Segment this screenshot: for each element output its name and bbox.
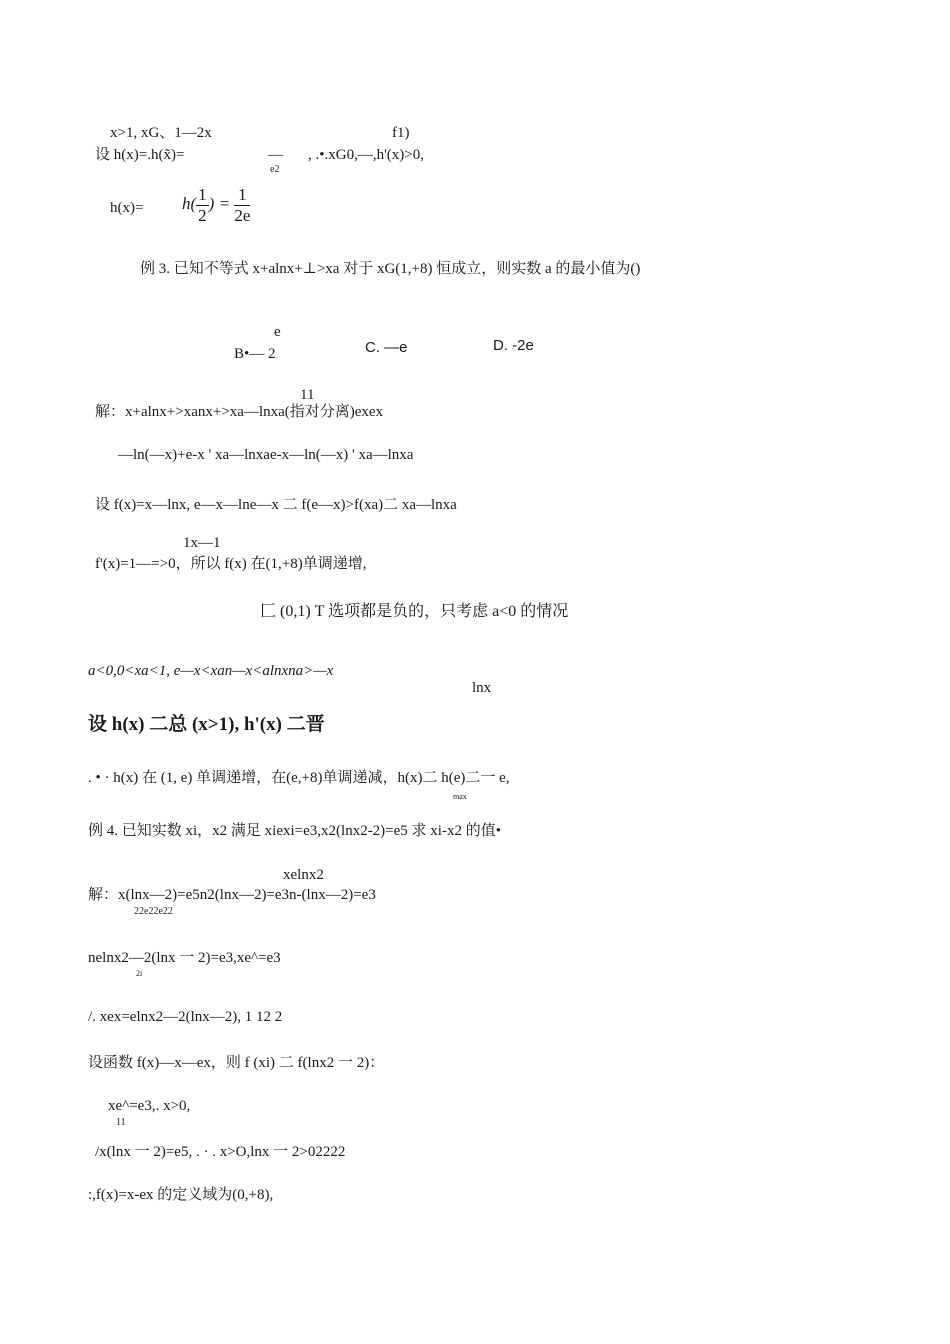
- solution-step-2: —ln(—x)+e-x ' xa—lnxae-x—ln(—x) ' xa—lnxa: [118, 447, 414, 463]
- option-b: B•— 2: [234, 346, 276, 362]
- fraction-numerator: 1: [234, 185, 250, 206]
- solution-superscript: 11: [300, 387, 315, 403]
- define-f-function: 设函数 f(x)—x—ex，则 f (xi) 二 f(lnx2 一 2)：: [88, 1055, 385, 1071]
- solution-4-step-2-sub: 2i: [136, 969, 143, 978]
- line-fraction-denominator: e2: [270, 164, 280, 175]
- domain-of-f: :,f(x)=x-ex 的定义域为(0,+8),: [88, 1187, 274, 1203]
- solution-step-3: 设 f(x)=x—lnx, e—x—lne—x 二 f(e—x)>f(xa)二 xa—lnxa: [95, 497, 457, 513]
- solution-4-step-3: /. xex=elnx2—2(lnx—2), 1 12 2: [88, 1009, 283, 1025]
- fraction-one-over-2e: [234, 185, 250, 226]
- solution-4-subscripts: 22e22e22: [134, 906, 173, 917]
- derivative-monotonic: f'(x)=1—=>0，所以 f(x) 在(1,+8)单调递增,: [95, 556, 367, 572]
- formula-h-open: h(: [182, 194, 197, 213]
- fraction-one-half: [196, 185, 209, 226]
- option-b-top: e: [274, 324, 281, 340]
- solution-4-step-5: /x(lnx 一 2)=e5, . · . x>O,lnx 一 2>02222: [95, 1144, 346, 1160]
- fraction-denominator: 2e: [234, 205, 251, 225]
- line-h-value-label: h(x)=: [110, 200, 144, 216]
- derivative-numerator: 1x—1: [183, 535, 221, 551]
- solution-step-1: 解：x+alnx+>xanx+>xa—lnxa(指对分离)exex: [95, 404, 384, 420]
- max-subscript: max: [453, 792, 467, 801]
- solution-4-step-4-sub: 11: [116, 1117, 126, 1128]
- option-d: D. -2e: [493, 337, 534, 354]
- fraction-numerator: 1: [198, 184, 207, 204]
- case-analysis: 匚 (0,1) T 选项都是负的，只考虑 a<0 的情况: [260, 603, 569, 620]
- example-4-question: 例 4. 已知实数 xi，x2 满足 xiexi=e3,x2(lnx2-2)=e5 求 xi-x2 的值•: [88, 823, 501, 839]
- line-condition: x>1, xG、1—2x: [110, 125, 212, 141]
- line-define-h: 设 h(x)=.h(x̃)=: [95, 147, 185, 163]
- line-fraction-bar: —: [268, 147, 283, 163]
- solution-4-superscript: xelnx2: [283, 867, 324, 883]
- line-derivative-sign: , .•.xG0,—,h'(x)>0,: [308, 147, 424, 163]
- line-condition-right: f1): [392, 125, 410, 141]
- solution-4-step-4: xe^=e3,. x>0,: [108, 1098, 191, 1114]
- option-c: C. —e: [365, 339, 408, 356]
- example-3-question: 例 3. 已知不等式 x+alnx+⊥>xa 对于 xG(1,+8) 恒成立，则实数 a 的最小值为(): [140, 261, 641, 277]
- formula-h-half: [182, 180, 250, 228]
- fraction-denominator: 2: [198, 205, 207, 225]
- h-monotonic-conclusion: . • · h(x) 在 (1, e) 单调递增，在(e,+8)单调递减，h(x)二 h(e)二一 e,: [88, 770, 510, 786]
- solution-4-step-2: nelnx2—2(lnx 一 2)=e3,xe^=e3: [88, 950, 281, 966]
- inequality-denominator: lnx: [472, 680, 492, 696]
- formula-h-close: ) =: [208, 194, 231, 213]
- define-h-function: 设 h(x) 二总 (x>1), h'(x) 二晋: [88, 714, 325, 735]
- solution-4-step-1: 解：x(lnx—2)=e5n2(lnx—2)=e3n-(lnx—2)=e3: [88, 887, 376, 903]
- inequality-chain: a<0,0<xa<1, e—x<xan—x<alnxna>—x: [88, 663, 334, 679]
